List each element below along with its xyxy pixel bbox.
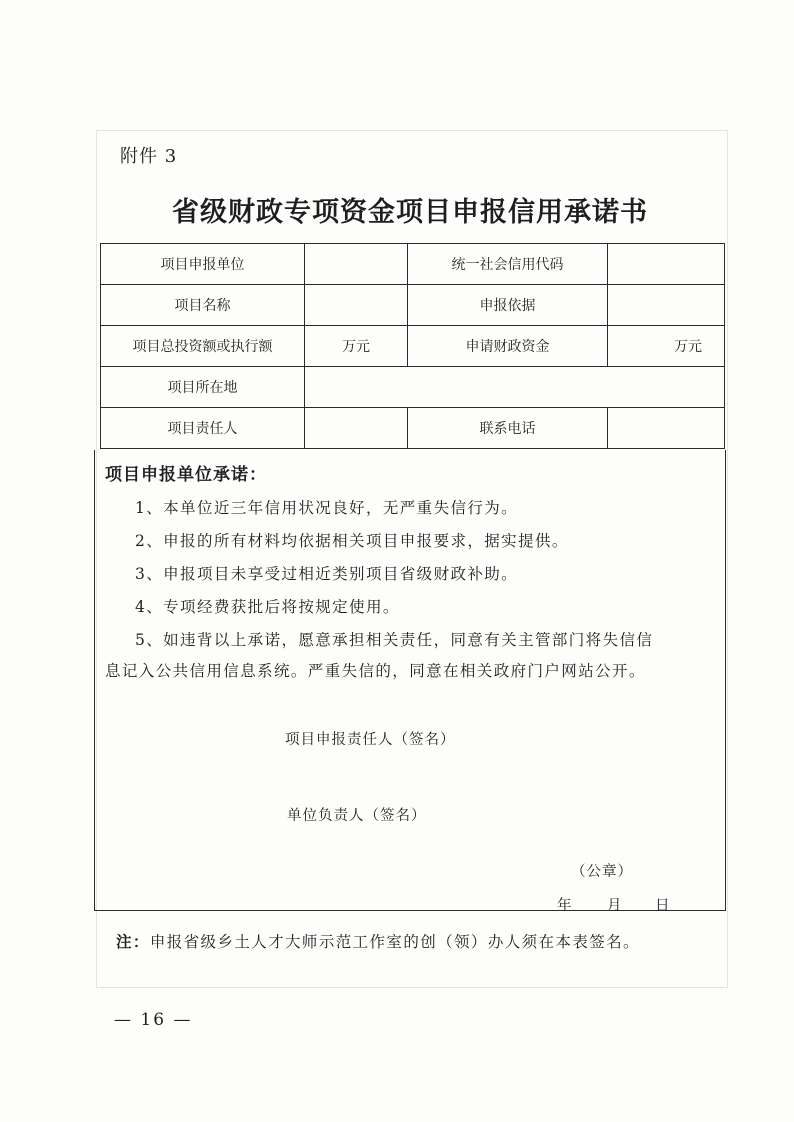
unit-head-signature-label: 单位负责人（签名） (287, 808, 427, 824)
pledge-item-5: 5、如违背以上承诺，愿意承担相关责任，同意有关主管部门将失信信 (135, 631, 654, 649)
pledge-item-3: 3、申报项目未享受过相近类别项目省级财政补助。 (135, 565, 519, 583)
pledge-item-1: 1、本单位近三年信用状况良好，无严重失信行为。 (135, 499, 519, 517)
table-row (101, 326, 725, 367)
pledge-item-4: 4、专项经费获批后将按规定使用。 (135, 598, 400, 616)
date-month-label: 月 (607, 898, 623, 914)
value-applicant-unit (305, 244, 408, 285)
value-basis (608, 285, 725, 326)
pledge-section (94, 450, 726, 914)
value-location (305, 367, 725, 408)
value-responsible-person (305, 408, 408, 449)
table-row (101, 367, 725, 408)
label-applicant-unit: 项目申报单位 (101, 244, 305, 285)
label-total-investment: 项目总投资额或执行额 (101, 326, 305, 367)
pledge-item-2: 2、申报的所有材料均依据相关项目申报要求，据实提供。 (135, 532, 569, 550)
value-total-investment: 万元 (305, 326, 408, 367)
footnote-text: 申报省级乡土人才大师示范工作室的创（领）办人须在本表签名。 (149, 933, 640, 951)
table-row (101, 408, 725, 449)
value-project-name (305, 285, 408, 326)
label-credit-code: 统一社会信用代码 (408, 244, 608, 285)
label-project-name: 项目名称 (101, 285, 305, 326)
footnote (116, 930, 640, 952)
label-phone: 联系电话 (408, 408, 608, 449)
table-row (101, 244, 725, 285)
value-phone (608, 408, 725, 449)
pledge-heading: 项目申报单位承诺： (105, 465, 267, 485)
pledge-item-5-continued: 息记入公共信用信息系统。严重失信的，同意在相关政府门户网站公开。 (105, 662, 646, 680)
document-title: 省级财政专项资金项目申报信用承诺书 (172, 197, 648, 228)
footnote-label: 注： (116, 932, 150, 951)
label-location: 项目所在地 (101, 367, 305, 408)
date-year-label: 年 (557, 898, 573, 914)
label-responsible-person: 项目责任人 (101, 408, 305, 449)
project-info-table (100, 243, 725, 449)
seal-label: （公章） (571, 864, 633, 880)
date-day-label: 日 (655, 898, 671, 914)
table-row (101, 285, 725, 326)
value-credit-code (608, 244, 725, 285)
applicant-signature-label: 项目申报责任人（签名） (285, 732, 456, 748)
label-fiscal-funds: 申请财政资金 (408, 326, 608, 367)
label-basis: 申报依据 (408, 285, 608, 326)
page-number: — 16 — (114, 1010, 193, 1030)
attachment-label: 附件 3 (120, 146, 178, 167)
value-fiscal-funds: 万元 (608, 326, 725, 367)
